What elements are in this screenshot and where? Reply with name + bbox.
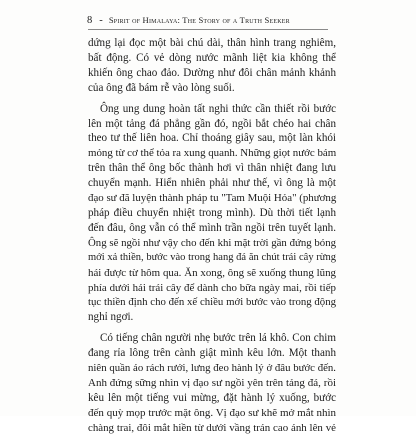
text-line: chàng trai, đôi mắt hiền từ dưới vầng trán cao ánh lên vẻ [88,421,336,434]
text-line: chuyển mạnh. Hiển nhiên phải như thế, vì ông là một [88,177,336,190]
text-line: bất động. Có vẻ dòng nước mãnh liệt kia không thể [88,51,336,64]
text-line: đạo sư đã luyện thành pháp tu "Tam Muội Hỏa" (phương [88,192,337,205]
running-header [87,14,387,27]
text-line: pháp điều chuyển nhiệt trong mình). Dù thời tiết lạnh [88,206,336,219]
text-line: đến quỳ mọp trước mặt ông. Vị đạo sư khẽ mở mắt nhìn [88,406,336,419]
paragraph-2 [88,102,336,326]
text-line: dứng lại đọc một bài chú dài, thân hình trang nghiêm, [88,37,336,49]
text-line: mới xả thiền, bước vào trong hang đá ăn chút trái cây rừng [88,251,336,263]
text-line: đến đâu, ông vẫn có thể mình trần ngồi trên tuyết lạnh. [88,221,336,234]
header-rule [88,29,328,30]
running-title: Spirit of Himalaya: The Story of a Truth Seeker [108,15,290,25]
text-line: Anh đứng sững nhìn vị đạo sư ngồi yên trên tảng đá, rồi [88,376,336,389]
body-text [88,36,336,436]
text-line: nghỉ ngơi. [88,311,134,324]
text-line: khiến ông chao đảo. Dường như đôi chân mảnh khảnh [88,66,336,79]
text-line: theo tư thế liên hoa. Chỉ thoáng giây sau, một làn khói [88,132,336,145]
text-line: phía dưới hái trái cây để dành cho bữa ngày mai, rồi tiếp [88,281,336,294]
text-line: của ông đã bám rễ vào lòng suối. [88,81,235,94]
text-line: Ông ung dung hoàn tất nghi thức cần thiết rồi bước [100,102,336,115]
paragraph-1 [88,36,336,96]
text-line: kêu lên một tiếng vui mừng, đặt hành lý xuống, bước [88,391,336,404]
text-line: lên một tảng đá phẳng gần đó, ngồi bắt chéo hai chân [88,117,336,130]
text-line: hái được từ hôm qua. Ăn xong, ông sẽ xuống thung lũng [88,266,336,279]
paragraph-3 [88,331,336,435]
text-line: đang rỉa lông trên cành giật mình kêu lớn. Một thanh [88,347,336,360]
text-line: Có tiếng chân người nhẹ bước trên lá khô. Con chim [100,332,336,345]
page-number: 8 [87,15,93,26]
text-line: Ông sẽ ngồi như vậy cho đến khi mặt trời gần đứng bóng [88,236,336,249]
text-line: tục thiền định cho đến xế chiều mới bước vào trong động [88,296,336,309]
text-line: trên thân thể ông bốc thành hơi vì thân nhiệt đang lưu [88,162,336,175]
header-dash: - [99,15,103,26]
text-line: mỏng từ cơ thể tỏa ra xung quanh. Những giọt nước bám [88,147,337,160]
text-line: niên quần áo rách rưới, lưng đeo hành lý ở đâu bước đến. [88,362,336,375]
